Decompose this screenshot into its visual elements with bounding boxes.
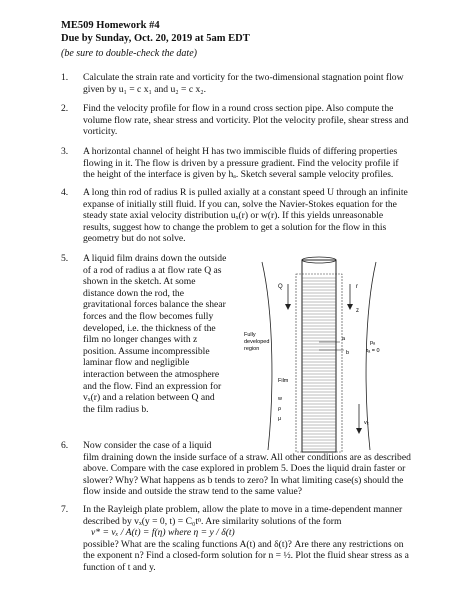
- label-a: a: [342, 336, 346, 342]
- label-b: b: [346, 350, 350, 356]
- homework-page: ME509 Homework #4 Due by Sunday, Oct. 20, 2019 at 5am EDT (be sure to double-check the date) 1. Calculate the strain rate and vorticity for the two-dimensional stagnation point flow given by u₁ = c x₁ and u₂ = c x₂. 2. Find the velocity profile for flow in a round cross section pipe. Also compute the volume flow rate, shear stress and vorticity. Plot the velocity profile, shear stress and vorticity. 3. A horizontal channel of height H has two immiscible fluids of differing properties flowing in it. The flow is driven by a pressure gradient. Find the velocity profile if the height of the interface is given by hₐ. Sketch several sample velocity profiles. 4. A long thin rod of radius R is pulled axially at a constant speed U through an infinite expanse of initially still fluid. If you can, solve the Navier-Stokes equation for the steady state axial velocity distribution uₓ(r) or w(r). If this yields unreasonable results, suggest how to change the problem to get a solution for the flow in this geometry but do not solve. 5. A liquid film drains down the outside of a rod of radius a at flow rate Q as shown in the sketch. At some distance down the rod, the gravitational forces balance the shear forces and the flow becomes fully developed, i.e. the thickness of the film no longer changes with z position. Assume incompressible laminar flow and negligible interaction between the atmosphere and the flow. Find an expression for vₓ(r) and a relation between Q and the film radius b. Q r z Fully developed region Film w ρ μ pₐ τₐ = 0 vₓ a b 6. Now consider the case of a liquid film draining down the inside surface of a straw. All other conditions are as described above. Compare with the case explored in problem 5. Does the liquid drain faster or slower? Why? What happens as b tends to zero? In what limiting case(s) should the flow inside and outside the straw tend to the same value? 7. In the Rayleigh plate problem, allow the plate to move in a time-dependent manner described by vₓ(y = 0, t) = C₀tⁿ. Are similarity solutions of the form v* = vₓ / A(t) = f(η) where η = y / δ(t) possible? What are the scaling functions A(t) and δ(t)? Are there any restrictions on the exponent n? Find a closed-form solution for n = ½. Plot the fluid shear stress as a function of t and y.: [0, 0, 474, 613]
- rod-hatching: [302, 278, 336, 449]
- label-film: Film: [278, 378, 289, 384]
- similarity-equation: v* = vₓ / A(t) = f(η) where η = y / δ(t): [91, 527, 235, 539]
- label-vz: vₓ: [364, 420, 369, 426]
- label-pa: pₐ: [370, 340, 376, 346]
- label-mu: μ: [278, 416, 282, 422]
- document-title: ME509 Homework #4: [61, 20, 160, 31]
- label-rho: ρ: [278, 406, 282, 412]
- film-layer: [296, 274, 342, 452]
- date-note: (be sure to double-check the date): [61, 48, 197, 59]
- outer-boundary-left: [262, 262, 272, 450]
- label-Q: Q: [278, 284, 283, 290]
- film-drainage-figure: [244, 254, 394, 454]
- label-region: region: [244, 346, 260, 352]
- vz-arrowhead: [356, 428, 362, 434]
- label-r: r: [356, 284, 358, 290]
- label-z: z: [356, 308, 359, 314]
- flow-arrowhead: [285, 304, 291, 310]
- label-developed: developed: [244, 339, 270, 345]
- flow-arrowhead-right: [347, 304, 353, 310]
- label-fully: Fully: [244, 332, 256, 338]
- label-w: w: [278, 396, 282, 402]
- due-date: Due by Sunday, Oct. 20, 2019 at 5am EDT: [61, 33, 250, 44]
- label-tau: τₐ = 0: [366, 348, 380, 354]
